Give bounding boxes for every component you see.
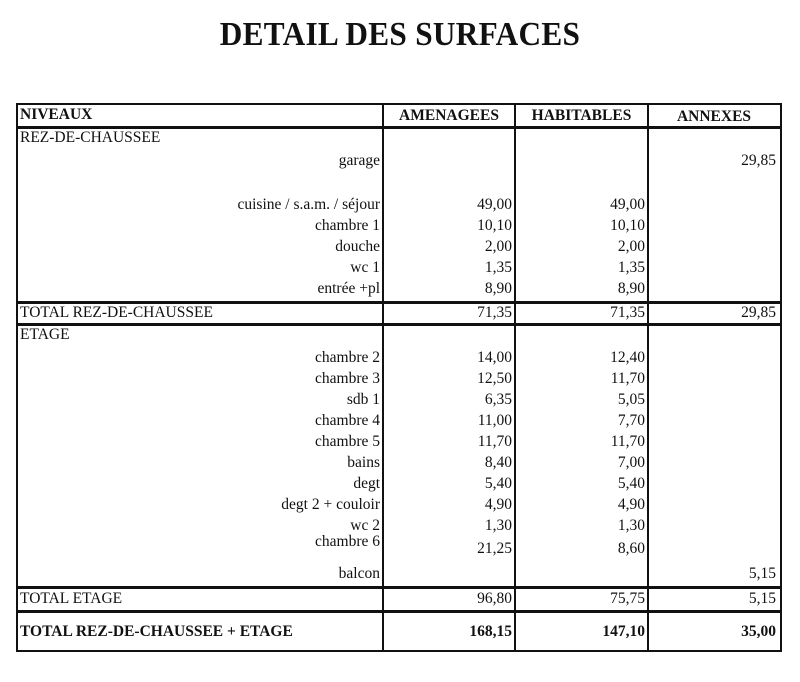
total-etage-label: TOTAL ETAGE [20,590,123,607]
habitables-value: 4,90 [617,496,645,513]
amenagees-value: 1,35 [484,259,512,276]
amenagees-value: 4,90 [484,496,512,513]
room-label: chambre 1 [315,217,380,234]
total-rdc-annexes: 29,85 [741,304,776,321]
habitables-value: 8,60 [617,540,645,557]
habitables-value: 2,00 [617,238,645,255]
total-etage-annexes: 5,15 [748,590,776,607]
amenagees-value: 8,40 [484,454,512,471]
room-label: sdb 1 [346,391,380,408]
grand-total-label: TOTAL REZ-DE-CHAUSSEE + ETAGE [20,623,293,640]
room-label: bains [347,454,380,471]
row-divider [18,610,780,613]
annexes-value: 5,15 [748,565,776,582]
amenagees-value: 2,00 [484,238,512,255]
amenagees-value: 21,25 [477,540,512,557]
habitables-value: 7,70 [617,412,645,429]
room-label: garage [338,152,380,169]
grand-total-amenagees: 168,15 [469,623,512,640]
amenagees-value: 49,00 [477,196,512,213]
row-divider [18,323,780,326]
section-title-etage: ETAGE [20,326,70,343]
room-label: chambre 5 [315,433,380,450]
habitables-value: 8,90 [617,280,645,297]
amenagees-value: 11,70 [477,433,512,450]
amenagees-value: 8,90 [484,280,512,297]
habitables-value: 7,00 [617,454,645,471]
habitables-value: 1,35 [617,259,645,276]
total-rdc-amenagees: 71,35 [477,304,512,321]
total-etage-habitables: 75,75 [610,590,645,607]
room-label: cuisine / s.a.m. / séjour [237,196,380,213]
room-label: degt 2 + couloir [281,496,380,513]
header-habitables: HABITABLES [531,107,632,124]
habitables-value: 5,05 [617,391,645,408]
habitables-value: 12,40 [610,349,645,366]
total-rdc-habitables: 71,35 [610,304,645,321]
room-label: chambre 2 [315,349,380,366]
amenagees-value: 10,10 [477,217,512,234]
amenagees-value: 5,40 [484,475,512,492]
section-title-rdc: REZ-DE-CHAUSSEE [20,129,161,146]
habitables-value: 11,70 [610,370,645,387]
amenagees-value: 14,00 [477,349,512,366]
habitables-value: 5,40 [617,475,645,492]
habitables-value: 49,00 [610,196,645,213]
amenagees-value: 11,00 [477,412,512,429]
amenagees-value: 12,50 [477,370,512,387]
room-label: wc 2 [350,517,380,534]
header-annexes: ANNEXES [676,108,752,125]
annexes-value: 29,85 [741,152,776,169]
room-label: douche [335,238,380,255]
room-label: chambre 6 [315,533,380,550]
habitables-value: 1,30 [617,517,645,534]
surfaces-table [16,103,782,652]
room-label: entrée +pl [317,280,380,297]
room-label: balcon [338,565,380,582]
header-amenagees: AMENAGEES [399,107,499,124]
amenagees-value: 1,30 [484,517,512,534]
habitables-value: 11,70 [610,433,645,450]
header-niveaux: NIVEAUX [20,106,93,123]
habitables-value: 10,10 [610,217,645,234]
total-etage-amenagees: 96,80 [477,590,512,607]
room-label: degt [353,475,380,492]
amenagees-value: 6,35 [484,391,512,408]
room-label: wc 1 [350,259,380,276]
page-title: DETAIL DES SURFACES [219,16,581,53]
grand-total-habitables: 147,10 [602,623,645,640]
room-label: chambre 3 [315,370,380,387]
room-label: chambre 4 [315,412,380,429]
total-rdc-label: TOTAL REZ-DE-CHAUSSEE [20,304,213,321]
grand-total-annexes: 35,00 [741,623,776,640]
